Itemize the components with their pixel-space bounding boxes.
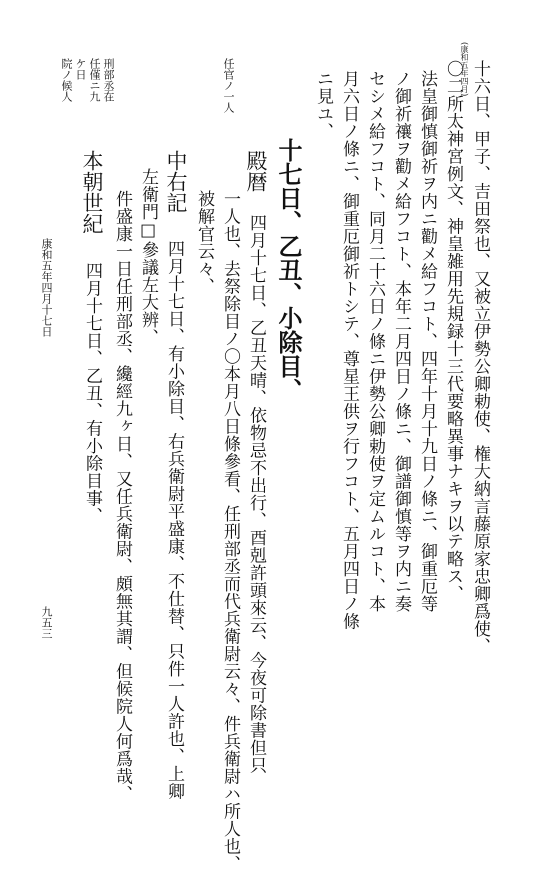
text-column-4: ノ御祈禳ヲ勸メ給フコト、本年二月四日ノ條ニ、御譜御慎等ヲ内ニ奏 — [391, 70, 411, 613]
text-column-15: 四月十七日、乙丑、有小除目事、 — [82, 262, 102, 525]
margin-note-line-3: ケ日 — [74, 58, 87, 80]
margin-note-line-2: 任僅ニ九 — [88, 58, 101, 102]
text-column-10: 一人也、去祭除目ノ〇本月八日條參看、任刑部丞而代兵衛尉云々、件兵衛尉ハ所人也、 — [220, 190, 240, 873]
date-annotation: (康和五年四月) — [460, 42, 469, 97]
text-column-5: セシメ給フコト、同月二十六日ノ條ニ伊勢公卿勅使ヲ定ムルコト、本 — [365, 70, 385, 613]
text-column-3: 法皇御慎御祈ヲ内ニ勸メ給フコト、四年十月十九日ノ條ニ、御重厄等 — [417, 70, 437, 613]
text-column-9: 四月十七日、乙丑天晴、依物忌不出行、酉剋許頭來云、今夜可除書但只 — [246, 214, 266, 774]
source-title-denryaku: 殿暦 — [244, 150, 268, 192]
running-date: 康和五年四月十七日 — [40, 238, 53, 337]
text-column-2: 〇二所太神宮例文、神皇雑用先規録十三代要略異事ナキヲ以テ略ス、 — [443, 60, 463, 603]
entry-heading: 十七日、乙丑、小除目、 — [274, 138, 303, 402]
source-title-honcho-seiki: 本朝世紀 — [80, 150, 104, 234]
text-column-13: 左衛門□參議左大辨、 — [138, 168, 158, 346]
text-column-12: 四月十七日、有小除目、右兵衛尉平盛康、不仕替、只件一人許也、上卿 — [164, 240, 184, 800]
margin-note-line-4: 院ノ候人 — [60, 58, 73, 102]
text-column-6: 月六日ノ條ニ、御重厄御祈トシテ、尊星王供ヲ行フコト、五月四日ノ條 — [339, 70, 359, 630]
text-column-14: 件盛康一日任刑部丞、纔經九ヶ日、又任兵衛尉、頗無其謂、但候院人何爲哉、 — [112, 190, 132, 803]
margin-note-appointment: 任官ノ一人 — [222, 58, 235, 113]
text-column-1: 十六日、甲子、吉田祭也、又被立伊勢公卿勅使、権大納言藤原家忠卿爲使、 — [470, 60, 490, 655]
text-column-7: ニ見ユ、 — [313, 70, 333, 140]
page-number: 九五三 — [40, 606, 53, 639]
source-title-chuyuki: 中右記 — [164, 150, 188, 213]
text-column-11: 被解官云々、 — [194, 190, 214, 295]
margin-note-line-1: 刑部丞在 — [102, 58, 115, 102]
